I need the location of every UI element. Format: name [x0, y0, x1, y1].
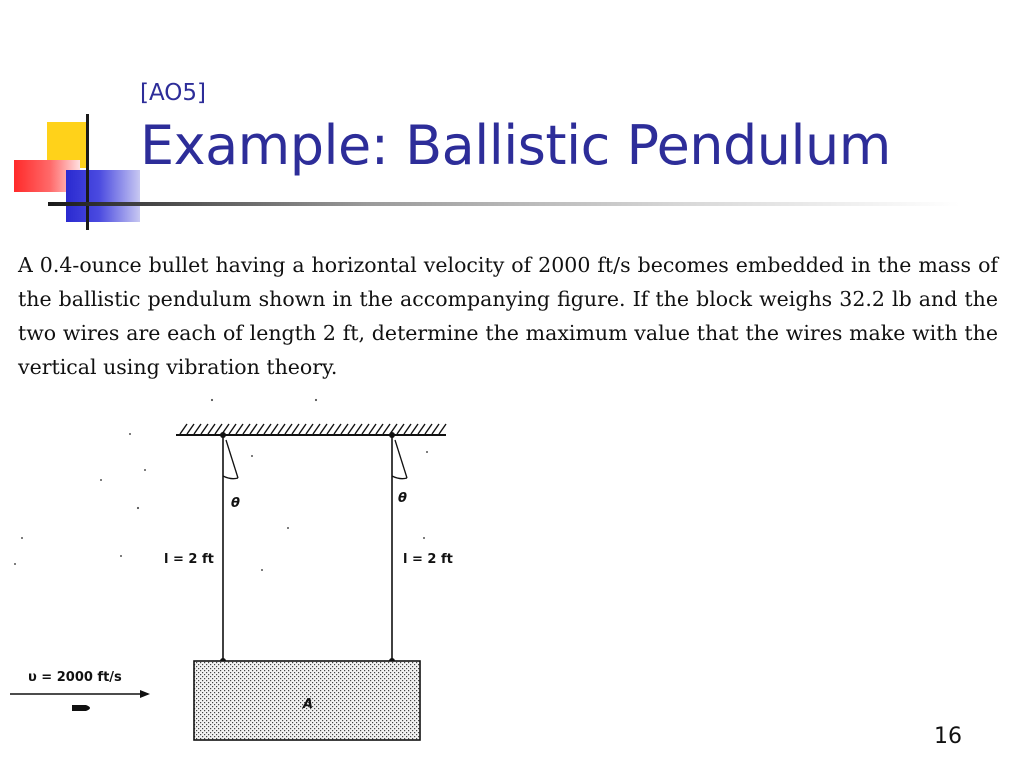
right-top-pivot: [389, 432, 395, 438]
ceiling-hatch-line: [418, 424, 425, 434]
ceiling-hatch-line: [369, 424, 376, 434]
ceiling-hatch-line: [257, 424, 264, 434]
velocity-arrow: [10, 690, 150, 698]
ceiling-hatch-line: [271, 424, 278, 434]
bullet-icon: [72, 705, 90, 711]
left-top-pivot: [220, 432, 226, 438]
ceiling-hatch-line: [362, 424, 369, 434]
ceiling-hatch-line: [180, 424, 187, 434]
left-angle-label: θ: [231, 496, 240, 511]
ceiling-hatch-line: [229, 424, 236, 434]
ceiling-hatch-line: [264, 424, 271, 434]
left-angle-marker: [223, 440, 238, 479]
right-length-label: l = 2 ft: [403, 552, 453, 567]
ceiling-hatch-line: [243, 424, 250, 434]
ceiling-hatch-line: [250, 424, 257, 434]
ceiling-hatch-line: [327, 424, 334, 434]
logo-vertical-line: [86, 114, 89, 230]
slide-subtitle: [AO5]: [140, 80, 207, 106]
ceiling-hatch-line: [292, 424, 299, 434]
velocity-label: υ = 2000 ft/s: [28, 670, 122, 685]
ceiling-hatch-line: [215, 424, 222, 434]
ceiling-hatch-line: [341, 424, 348, 434]
ceiling-hatch-line: [376, 424, 383, 434]
ceiling-hatch-line: [201, 424, 208, 434]
ceiling-hatch-line: [383, 424, 390, 434]
ceiling-hatch-line: [208, 424, 215, 434]
ceiling-hatch-line: [306, 424, 313, 434]
ceiling-hatch-line: [411, 424, 418, 434]
ceiling-hatch-line: [236, 424, 243, 434]
slide-title: Example: Ballistic Pendulum: [140, 114, 891, 177]
ceiling-hatch-line: [355, 424, 362, 434]
ceiling-hatch-line: [404, 424, 411, 434]
logo-blue-square: [66, 170, 140, 222]
ceiling-hatch-line: [194, 424, 201, 434]
ceiling-support: [176, 424, 446, 435]
ballistic-pendulum-figure: [0, 390, 470, 750]
ceiling-hatch-line: [285, 424, 292, 434]
ceiling-hatch-line: [425, 424, 432, 434]
ceiling-hatch-line: [334, 424, 341, 434]
title-underline: [48, 202, 960, 206]
left-length-label: l = 2 ft: [164, 552, 214, 567]
ceiling-hatch-line: [432, 424, 439, 434]
ceiling-hatch-line: [397, 424, 404, 434]
page-number: 16: [934, 724, 962, 749]
ceiling-hatch-line: [320, 424, 327, 434]
ceiling-hatch-line: [313, 424, 320, 434]
ceiling-hatch-line: [348, 424, 355, 434]
right-angle-label: θ: [398, 491, 407, 506]
right-angle-marker: [392, 440, 407, 479]
ceiling-hatch-line: [187, 424, 194, 434]
ceiling-hatch-line: [439, 424, 446, 434]
problem-statement: A 0.4-ounce bullet having a horizontal velocity of 2000 ft/s becomes embedded in the mass of the ballistic pendulum shown in the accompanying figure. If the block weighs 32.2 lb and the two wires are each of length 2 ft, determine the maximum value that the wires make with the vertical using vibration theory.: [18, 253, 998, 379]
ceiling-hatch-line: [299, 424, 306, 434]
ceiling-hatch-line: [278, 424, 285, 434]
block-label: A: [303, 697, 314, 712]
